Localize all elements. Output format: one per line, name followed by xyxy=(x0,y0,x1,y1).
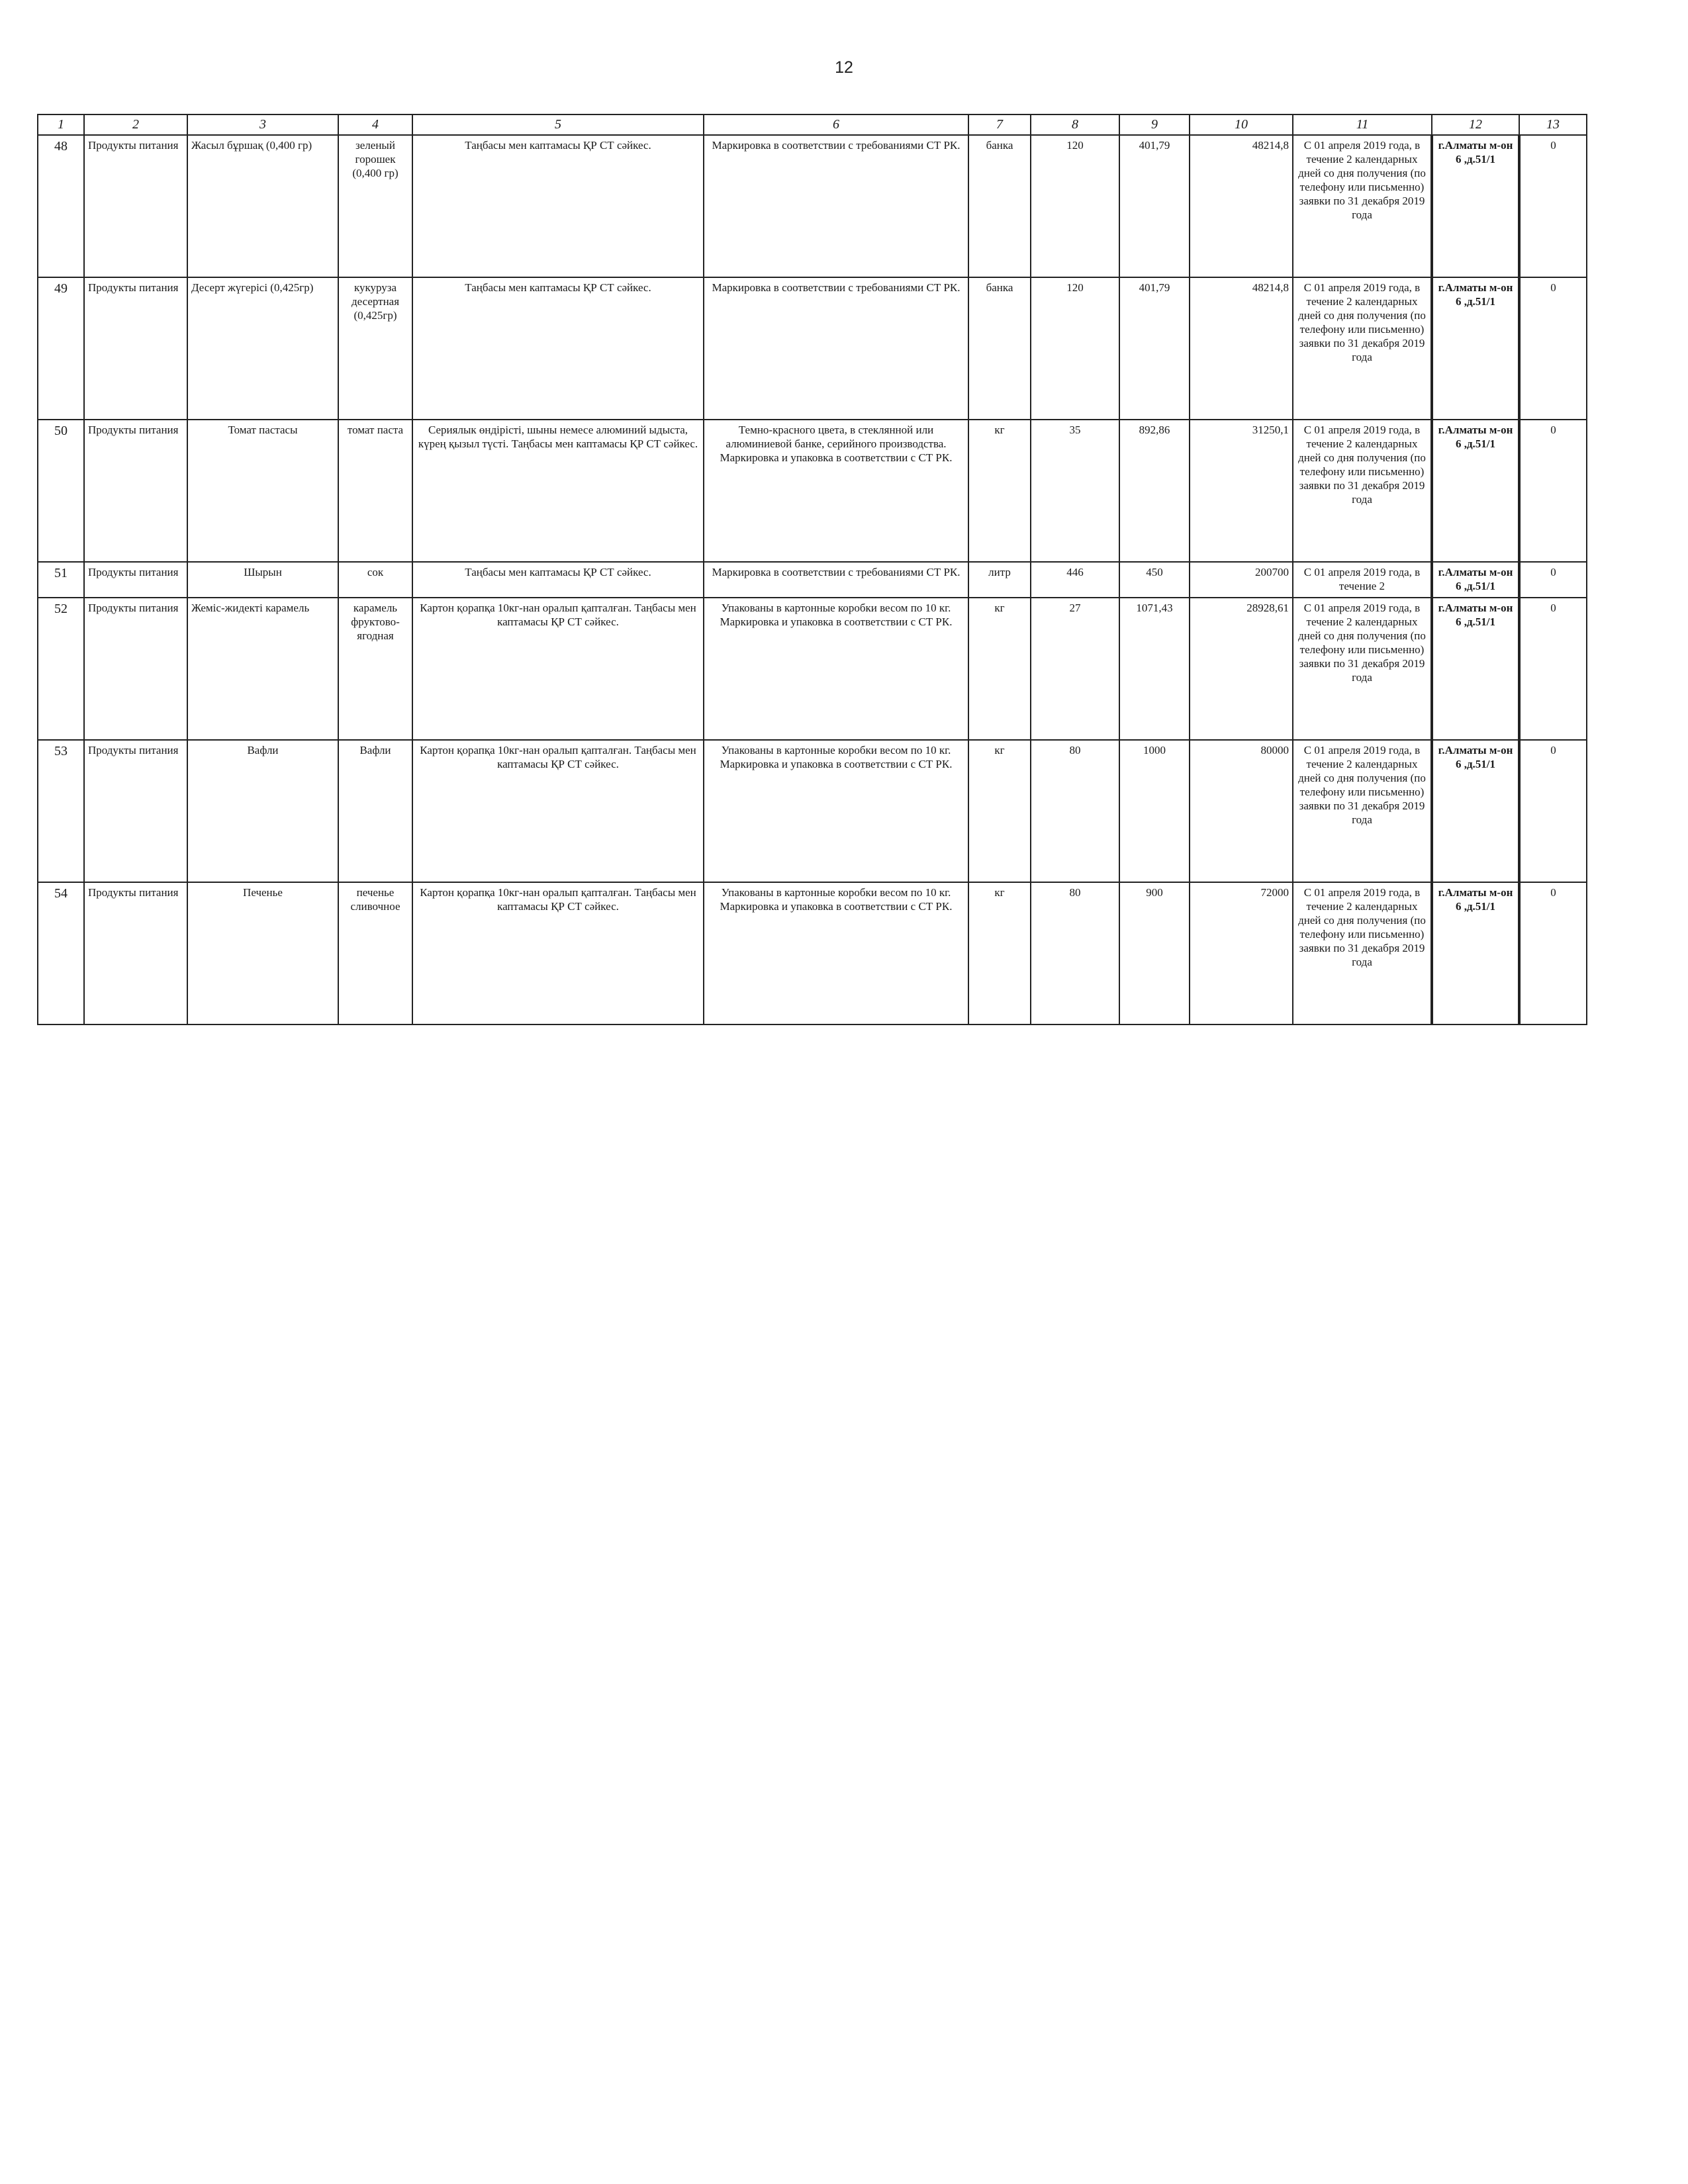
sum-cell: 48214,8 xyxy=(1190,277,1293,420)
delivery-place-cell: г.Алматы м-он 6 ,д.51/1 xyxy=(1432,135,1519,277)
price-cell: 401,79 xyxy=(1119,277,1190,420)
delivery-place-cell: г.Алматы м-он 6 ,д.51/1 xyxy=(1432,562,1519,598)
description-kz-cell: Таңбасы мен каптамасы ҚР СТ сәйкес. xyxy=(412,277,704,420)
description-kz-cell: Картон қорапқа 10кг-нан оралып қапталған. Таңбасы мен каптамасы ҚР СТ сәйкес. xyxy=(412,740,704,882)
quantity-cell: 120 xyxy=(1031,135,1119,277)
table-row xyxy=(38,277,1587,420)
unit-cell: кг xyxy=(968,598,1031,740)
price-cell: 1071,43 xyxy=(1119,598,1190,740)
table-row xyxy=(38,420,1587,562)
delivery-term-cell: С 01 апреля 2019 года, в течение 2 xyxy=(1293,562,1432,598)
page-number: 12 xyxy=(835,58,853,77)
price-cell: 892,86 xyxy=(1119,420,1190,562)
name-kz-cell: Десерт жүгерісі (0,425гр) xyxy=(187,277,338,420)
row-number: 48 xyxy=(38,135,84,277)
delivery-place-cell: г.Алматы м-он 6 ,д.51/1 xyxy=(1432,882,1519,1024)
delivery-term-cell: С 01 апреля 2019 года, в течение 2 календарных дней со дня получения (по телефону или письменно) заявки по 31 декабря 2019 года xyxy=(1293,598,1432,740)
advance-cell: 0 xyxy=(1519,562,1587,598)
name-ru-cell: Вафли xyxy=(338,740,412,882)
delivery-place-cell: г.Алматы м-он 6 ,д.51/1 xyxy=(1432,277,1519,420)
advance-cell: 0 xyxy=(1519,277,1587,420)
description-ru-cell: Маркировка в соответствии с требованиями СТ РК. xyxy=(704,135,968,277)
description-ru-cell: Маркировка в соответствии с требованиями СТ РК. xyxy=(704,562,968,598)
col-header: 3 xyxy=(187,114,338,135)
price-cell: 1000 xyxy=(1119,740,1190,882)
sum-cell: 200700 xyxy=(1190,562,1293,598)
col-header: 9 xyxy=(1119,114,1190,135)
col-header: 12 xyxy=(1432,114,1519,135)
row-number: 54 xyxy=(38,882,84,1024)
delivery-term-cell: С 01 апреля 2019 года, в течение 2 календарных дней со дня получения (по телефону или письменно) заявки по 31 декабря 2019 года xyxy=(1293,420,1432,562)
name-kz-cell: Жеміс-жидекті карамель xyxy=(187,598,338,740)
name-ru-cell: карамель фруктово-ягодная xyxy=(338,598,412,740)
description-ru-cell: Упакованы в картонные коробки весом по 10 кг. Маркировка и упаковка в соответствии с СТ РК. xyxy=(704,882,968,1024)
name-ru-cell: кукуруза десертная (0,425гр) xyxy=(338,277,412,420)
delivery-term-cell: С 01 апреля 2019 года, в течение 2 календарных дней со дня получения (по телефону или письменно) заявки по 31 декабря 2019 года xyxy=(1293,277,1432,420)
table-row xyxy=(38,882,1587,1024)
advance-cell: 0 xyxy=(1519,740,1587,882)
table-row xyxy=(38,598,1587,740)
sum-cell: 28928,61 xyxy=(1190,598,1293,740)
category-cell: Продукты питания xyxy=(84,598,187,740)
description-kz-cell: Таңбасы мен каптамасы ҚР СТ сәйкес. xyxy=(412,135,704,277)
col-header: 2 xyxy=(84,114,187,135)
col-header: 4 xyxy=(338,114,412,135)
col-header: 7 xyxy=(968,114,1031,135)
unit-cell: литр xyxy=(968,562,1031,598)
category-cell: Продукты питания xyxy=(84,740,187,882)
name-ru-cell: печенье сливочное xyxy=(338,882,412,1024)
column-header-row xyxy=(38,114,1587,135)
delivery-term-cell: С 01 апреля 2019 года, в течение 2 календарных дней со дня получения (по телефону или письменно) заявки по 31 декабря 2019 года xyxy=(1293,882,1432,1024)
name-kz-cell: Томат пастасы xyxy=(187,420,338,562)
col-header: 1 xyxy=(38,114,84,135)
col-header: 6 xyxy=(704,114,968,135)
name-ru-cell: томат паста xyxy=(338,420,412,562)
row-number: 50 xyxy=(38,420,84,562)
name-kz-cell: Печенье xyxy=(187,882,338,1024)
row-number: 53 xyxy=(38,740,84,882)
quantity-cell: 120 xyxy=(1031,277,1119,420)
delivery-term-cell: С 01 апреля 2019 года, в течение 2 календарных дней со дня получения (по телефону или письменно) заявки по 31 декабря 2019 года xyxy=(1293,740,1432,882)
col-header: 10 xyxy=(1190,114,1293,135)
row-number: 52 xyxy=(38,598,84,740)
delivery-place-cell: г.Алматы м-он 6 ,д.51/1 xyxy=(1432,420,1519,562)
description-kz-cell: Сериялык өндірісті, шыны немесе алюминий ыдыста, күрең қызыл түсті. Таңбасы мен каптамасы ҚР СТ сәйкес. xyxy=(412,420,704,562)
description-ru-cell: Упакованы в картонные коробки весом по 10 кг. Маркировка и упаковка в соответствии с СТ РК. xyxy=(704,740,968,882)
advance-cell: 0 xyxy=(1519,135,1587,277)
price-cell: 900 xyxy=(1119,882,1190,1024)
quantity-cell: 27 xyxy=(1031,598,1119,740)
description-ru-cell: Темно-красного цвета, в стеклянной или алюминиевой банке, серийного производства. Маркировка и упаковка в соответствии с СТ РК. xyxy=(704,420,968,562)
name-kz-cell: Вафли xyxy=(187,740,338,882)
table-row xyxy=(38,135,1587,277)
quantity-cell: 446 xyxy=(1031,562,1119,598)
quantity-cell: 35 xyxy=(1031,420,1119,562)
name-kz-cell: Шырын xyxy=(187,562,338,598)
unit-cell: кг xyxy=(968,420,1031,562)
table-row xyxy=(38,562,1587,598)
category-cell: Продукты питания xyxy=(84,562,187,598)
price-cell: 450 xyxy=(1119,562,1190,598)
description-ru-cell: Упакованы в картонные коробки весом по 10 кг. Маркировка и упаковка в соответствии с СТ РК. xyxy=(704,598,968,740)
advance-cell: 0 xyxy=(1519,420,1587,562)
sum-cell: 80000 xyxy=(1190,740,1293,882)
col-header: 13 xyxy=(1519,114,1587,135)
quantity-cell: 80 xyxy=(1031,740,1119,882)
sum-cell: 31250,1 xyxy=(1190,420,1293,562)
delivery-term-cell: С 01 апреля 2019 года, в течение 2 календарных дней со дня получения (по телефону или письменно) заявки по 31 декабря 2019 года xyxy=(1293,135,1432,277)
col-header: 5 xyxy=(412,114,704,135)
col-header: 11 xyxy=(1293,114,1432,135)
advance-cell: 0 xyxy=(1519,598,1587,740)
category-cell: Продукты питания xyxy=(84,420,187,562)
procurement-table xyxy=(37,114,1587,1025)
unit-cell: кг xyxy=(968,882,1031,1024)
category-cell: Продукты питания xyxy=(84,135,187,277)
name-kz-cell: Жасыл бұршақ (0,400 гр) xyxy=(187,135,338,277)
description-ru-cell: Маркировка в соответствии с требованиями СТ РК. xyxy=(704,277,968,420)
row-number: 51 xyxy=(38,562,84,598)
name-ru-cell: сок xyxy=(338,562,412,598)
unit-cell: кг xyxy=(968,740,1031,882)
category-cell: Продукты питания xyxy=(84,277,187,420)
col-header: 8 xyxy=(1031,114,1119,135)
price-cell: 401,79 xyxy=(1119,135,1190,277)
quantity-cell: 80 xyxy=(1031,882,1119,1024)
name-ru-cell: зеленый горошек (0,400 гр) xyxy=(338,135,412,277)
row-number: 49 xyxy=(38,277,84,420)
unit-cell: банка xyxy=(968,135,1031,277)
description-kz-cell: Картон қорапқа 10кг-нан оралып қапталған. Таңбасы мен каптамасы ҚР СТ сәйкес. xyxy=(412,882,704,1024)
category-cell: Продукты питания xyxy=(84,882,187,1024)
advance-cell: 0 xyxy=(1519,882,1587,1024)
delivery-place-cell: г.Алматы м-он 6 ,д.51/1 xyxy=(1432,598,1519,740)
unit-cell: банка xyxy=(968,277,1031,420)
description-kz-cell: Таңбасы мен каптамасы ҚР СТ сәйкес. xyxy=(412,562,704,598)
description-kz-cell: Картон қорапқа 10кг-нан оралып қапталған. Таңбасы мен каптамасы ҚР СТ сәйкес. xyxy=(412,598,704,740)
table-row xyxy=(38,740,1587,882)
sum-cell: 72000 xyxy=(1190,882,1293,1024)
sum-cell: 48214,8 xyxy=(1190,135,1293,277)
delivery-place-cell: г.Алматы м-он 6 ,д.51/1 xyxy=(1432,740,1519,882)
